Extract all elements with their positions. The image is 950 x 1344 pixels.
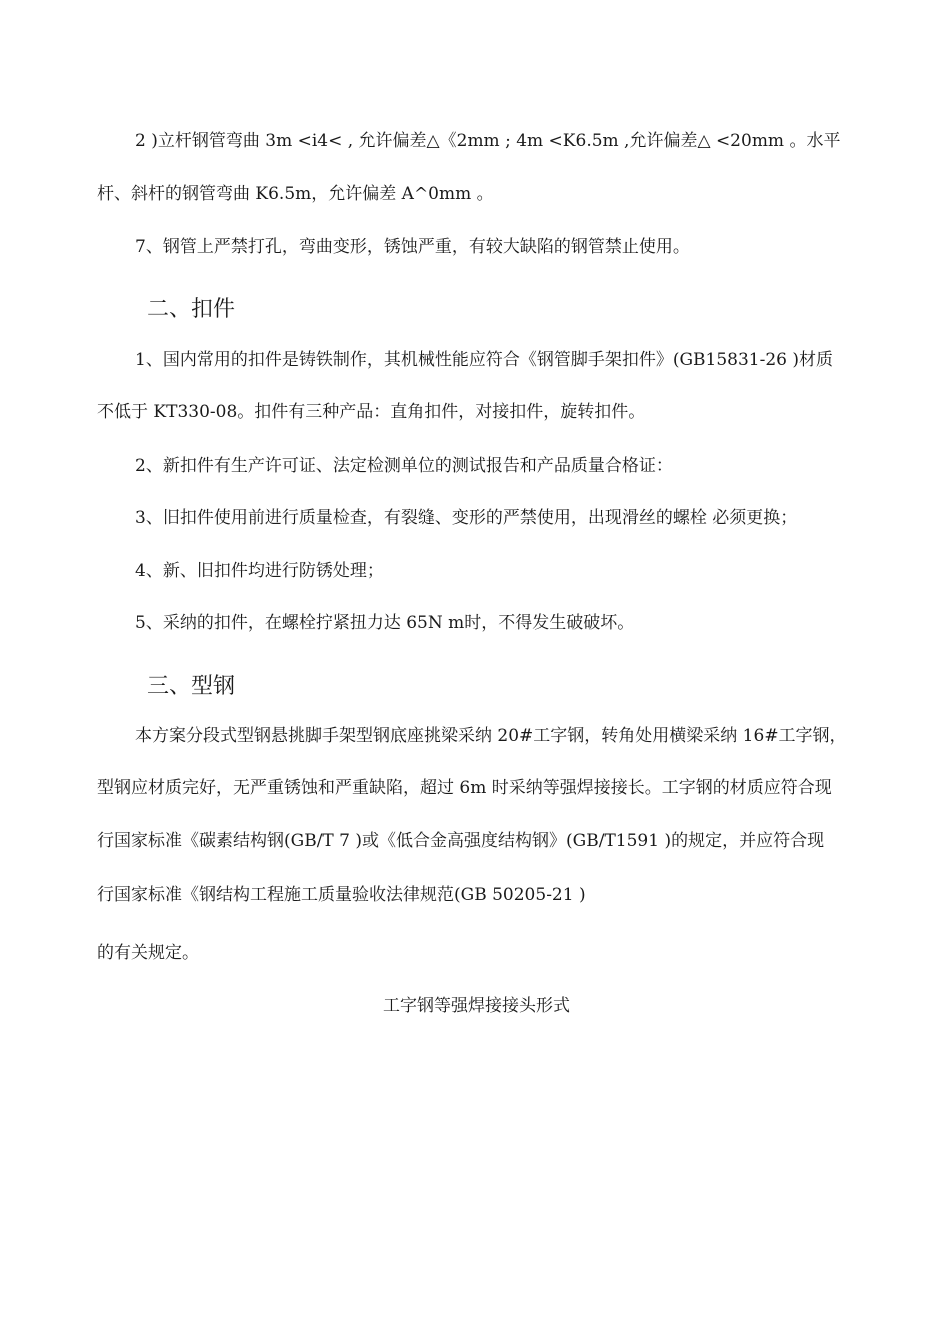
paragraph-line: 5、采纳的扣件，在螺栓拧紧扭力达 65N m时，不得发生破破坏。: [135, 613, 635, 633]
paragraph-line: 2、新扣件有生产许可证、法定检测单位的测试报告和产品质量合格证：: [135, 456, 673, 476]
paragraph-line: 的有关规定。: [97, 943, 199, 963]
paragraph-line: 4、新、旧扣件均进行防锈处理；: [135, 561, 384, 581]
figure-caption: 工字钢等强焊接接头形式: [383, 996, 570, 1016]
paragraph-line: 1、国内常用的扣件是铸铁制作，其机械性能应符合《钢管脚手架扣件》(GB15831-26 )材质: [135, 350, 834, 370]
paragraph-line: 不低于 KT330-08。扣件有三种产品：直角扣件，对接扣件，旋转扣件。: [97, 402, 646, 422]
section-heading: 二、扣件: [147, 297, 236, 322]
section-heading: 三、型钢: [147, 674, 236, 699]
paragraph-line: 2 )立杆钢管弯曲 3m <i4< , 允许偏差△《2mm ; 4m <K6.5m ,允许偏差△ <20mm 。水平: [135, 131, 841, 151]
paragraph-line: 行国家标准《钢结构工程施工质量验收法律规范(GB 50205-21 ): [97, 885, 586, 905]
paragraph-line: 3、旧扣件使用前进行质量检查，有裂缝、变形的严禁使用，出现滑丝的螺栓 必须更换；: [135, 508, 798, 528]
paragraph-line: 型钢应材质完好，无严重锈蚀和严重缺陷，超过 6m 时采纳等强焊接接长。工字钢的材质应符合现: [97, 778, 832, 798]
paragraph-line: 行国家标准《碳素结构钢(GB/T 7 )或《低合金高强度结构钢》(GB/T1591 )的规定，并应符合现: [97, 831, 825, 851]
paragraph-line: 杆、斜杆的钢管弯曲 K6.5m，允许偏差 A^0mm 。: [97, 184, 494, 204]
paragraph-line: 7、钢管上严禁打孔，弯曲变形，锈蚀严重，有较大缺陷的钢管禁止使用。: [135, 237, 690, 257]
paragraph-line: 本方案分段式型钢悬挑脚手架型钢底座挑梁采纳 20#工字钢，转角处用横梁采纳 16#工字钢，: [135, 726, 847, 746]
